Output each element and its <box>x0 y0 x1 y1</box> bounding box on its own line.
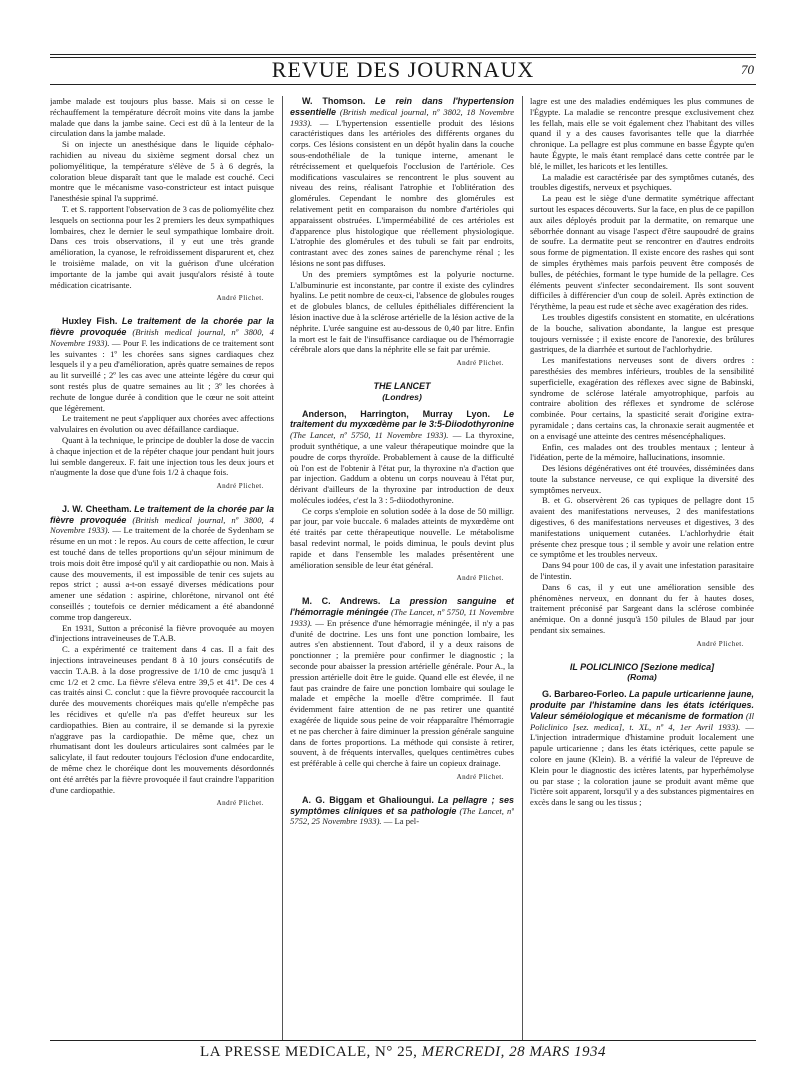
column-3 <box>530 96 754 1041</box>
journal-name: IL POLICLINICO [Sezione medica] <box>569 661 715 672</box>
journal-name: THE LANCET <box>373 380 431 391</box>
signature: André Plichet. <box>696 639 744 648</box>
signature: André Plichet. <box>216 482 264 491</box>
article-columns <box>50 96 756 1041</box>
signature: André Plichet. <box>456 359 504 368</box>
column-2 <box>290 96 514 1041</box>
footer-rule <box>50 1040 756 1041</box>
article-heading <box>50 316 274 413</box>
paragraph: Dans 94 pour 100 de cas, il y avait une infestation parasitaire de l'intestin. <box>530 560 754 582</box>
article-title: Le rein dans l'hypertension essentielle <box>290 96 514 117</box>
paragraph: Enfin, ces malades ont des troubles mentaux ; lenteur à l'idéation, perte de la mémoire, hallucinations, insomnie. <box>530 441 754 463</box>
article-heading <box>290 596 514 769</box>
header-bottom-rule <box>50 84 756 85</box>
paragraph: Des lésions dégénératives ont été trouvées, disséminées dans toute la substance nerveuse, ce qui explique la diversité des symptômes nerveux. <box>530 463 754 495</box>
article-author: M. C. Andrews. <box>302 596 381 607</box>
footer-date: MERCREDI, 28 MARS 1934 <box>421 1044 606 1060</box>
article-author: J. W. Cheetham. <box>62 503 132 514</box>
paragraph: Le traitement ne peut s'appliquer aux chorées avec affections valvulaires en évolution ou avec défaillance cardiaque. <box>50 413 274 435</box>
journal-city: (Roma) <box>627 672 657 683</box>
article-text: — Le traitement de la chorée de Sydenham se résume en un mot : le repos. Au cours de cette affection, le cœur est touché dans de telles proportions qu'un séjour minimum de trois mois doit être imposé qu'il y ait cardiopathie ou non. Mais à cause des mouvements, il est impossible de tenir ces sujets au repos strict ; aussi a-t-on essayé diverses médications pour amener une sédation : aspirine, chlorétone, nirvanol ont été conseillés ; toutefois ce dernier médicament a été abandonné comme trop dangereux. <box>50 525 274 622</box>
article-text: — Pour F. les indications de ce traitement sont les suivantes : 1º les chorées sans signes cardiaques chez lesquels il y a peu d'amélioration, après quatre semaines de repos au lit surveillé ; 2º les cas avec une atteinte légère du cœur qui sont restés plus de quatre semaines au lit ; 3º les chorées à rechute de longue durée à condition que le cœur ne soit atteint que légèrement. <box>50 337 274 413</box>
article-title: Le traitement de la chorée par la fièvre provoquée <box>50 316 274 337</box>
paragraph: Les manifestations nerveuses sont de divers ordres : paresthésies des membres inférieurs, troubles de la sensibilité superficielle, exagération des réflexes avec signe de Babinski, syndrome de sclérose latérale amyotrophique, parfois au contraire abolition des réflexes et syndrome de sclérose combinée. Pour certains, la spasticité serait d'origine extra-pyramidale ; dans certains cas, la chronaxie serait augmentée et on a envisagé une atteinte des centres mésencéphaliques. <box>530 355 754 441</box>
paragraph: B. et G. observèrent 26 cas typiques de pellagre dont 15 avaient des manifestations nerveuses, 2 des manifestations digestives, 6 des manifestations nerveuses et digestives, 3 des manifestations uniquement cutanées. L'achlorhydrie était présente chez presque tous ; il semble y avoir une relation entre ce symptôme et les troubles nerveux. <box>530 495 754 560</box>
article-heading <box>530 689 754 808</box>
article-text: — La pel- <box>383 816 420 827</box>
paragraph: C. a expérimenté ce traitement dans 4 cas. Il a fait des injections intraveineuses pendant 8 à 10 jours consécutifs de vaccin T.A.B. à la dose progressive de 1/10 de cmc jusqu'à 1 cmc 1/2 et 2 cmc. La fièvre s'éleva entre 39,5 et 41º. De ces 4 cas traités ainsi C. conclut : que la fièvre provoquée raccourcit la durée des mouvements choréiques mais qu'elle n'empêche pas les récidives et qu'elle n'a pas d'effet heureux sur les cardiopathies. Bien au contraire, il se demande si la pyrexie n'aggrave pas la cardiopathie. De même que, chez un rhumatisant dont les douleurs articulaires sont calmées par le salicylate, il faut redouter toujours l'éclosion d'une endocardite, de même chez le choréique dont les mouvements désordonnés ont été arrêtés par la fièvre provoquée il faut craindre l'apparition d'une cardiopathie. <box>50 644 274 795</box>
page-number: 70 <box>741 62 754 77</box>
article-heading <box>290 409 514 506</box>
article-title: La pellagre ; ses symptômes cliniques et sa pathologie <box>290 794 514 816</box>
signature: André Plichet. <box>456 574 504 583</box>
article-title: Le traitement de la chorée par la fièvre provoquée <box>50 503 274 525</box>
article-title: Le traitement du myxœdème par le 3:5-Diiodothyronine <box>290 408 514 430</box>
article-author: A. G. Biggam et Ghalioungui. <box>302 794 434 805</box>
paragraph: Les troubles digestifs consistent en stomatite, en ulcérations de la bouche, salivation abondante, la langue est presque toujours vernissée ; il existe encore de l'anorexie, des brûlures gastriques, de la diarrhée et surtout de l'achlorhydrie. <box>530 311 754 355</box>
article-source: (The Lancet, nº 5752, 25 Novembre 1933). <box>290 805 514 827</box>
article-heading <box>50 504 274 623</box>
article-text: — En présence d'une hémorragie méningée, il n'y a pas d'unité de doctrine. Les uns font une ponction lombaire, les autres s'en abstiennent. Tout d'abord, il y a deux raisons de ponctionner ; la première pour confirmer le diagnostic ; la seconde pour abaisser la pression artérielle générale. Pour A., la pression artérielle doit être le guide. Quand elle est élevée, il ne faut pas craindre de faire une ponction lombaire qui soulage le malade et empêche la moelle d'être comprimée. Il faut évidemment faire attention de ne pas retirer une quantité exagérée de liquide sous peine de voir réapparaître l'hémorragie et ne pas chercher à faire diminuer la pression générale sanguine dans de fortes proportions. La méthode qui consiste à retirer, souvent, à de fréquents intervalles, quelques centimètres cubes est préférable à celle qui cherche à faire un copieux drainage. <box>290 617 514 769</box>
paragraph: La maladie est caractérisée par des symptômes cutanés, des troubles digestifs, nerveux et psychiques. <box>530 171 754 193</box>
article-source: (British medical journal, nº 3800, 4 Novembre 1933). <box>50 514 274 536</box>
article-source: (British medical journal, nº 3802, 18 Novembre 1933). <box>290 106 514 128</box>
article-author: G. Barbareo-Forleo. <box>542 689 627 700</box>
footer-journal: LA PRESSE MEDICALE, N° 25, <box>200 1044 418 1060</box>
paragraph: Ce corps s'emploie en solution sodée à la dose de 50 milligr. par jour, par voie buccale. 6 malades atteints de myxœdème ont été traités par cette thérapeutique nouvelle. Le métabolisme basal redevint normal, le poids diminua, le pouls devint plus rapide et dans l'ensemble les malades présentèrent une amélioration sensible de leur état général. <box>290 505 514 570</box>
paragraph: lagre est une des maladies endémiques les plus communes de l'Égypte. La maladie se rencontre presque exclusivement chez les fellah, mais elle se voit également chez l'habitant des villes quand il y a des causes favorisantes telle que la diarrhée chronique. La pellagre est plus commune en basse Égypte qu'en haute Égypte, le maïs étant remplacé dans cette contrée par le blé, le millet, les haricots et les lentilles. <box>530 96 754 171</box>
page-title: REVUE DES JOURNAUX <box>271 57 535 82</box>
journal-city: (Londres) <box>382 391 422 402</box>
article-source: (The Lancet, nº 5750, 11 Novembre 1933). <box>290 430 449 441</box>
paragraph: Un des premiers symptômes est la polyurie nocturne. L'albuminurie est inconstante, par contre il existe des cylindres hyalins. Le petit nombre de ceux-ci, l'absence de globules rouges et de globules blancs, de cellules épithéliales différencient la lésion inactive due à la sclérose artérielle de la lésion active de la néphrite. L'urée sanguine est au-dessous de 0,40 par litre. Enfin la mort est le fait de l'insuffisance cardiaque ou de l'hémorragie cérébrale alors que dans la néphrite elle se fait par urémie. <box>290 268 514 355</box>
article-heading <box>290 795 514 827</box>
article-text: — L'injection intradermique d'histamine produit localement une papule urticarienne ; dans les états ictériques, cette papule se colore en jaune (Klein). B. a vérifié la valeur de l'épreuve de Klein pour le diagnostic des ictères latents, par hyperhémolyse ou par stase ; la coloration jaune se produit avant même que l'ictère soit apparent, lorsqu'il y a des substances pigmentaires en excès dans le sang ou les tissus ; <box>530 721 754 808</box>
article-author: Huxley Fish. <box>62 316 118 327</box>
article-author: W. Thomson. <box>302 96 366 106</box>
paragraph: La peau est le siège d'une dermatite symétrique affectant surtout les espaces découverts. Sur la face, en plus de ce papillon aux ailes déployés produit par la dermatite, on remarque une séborrhée donnant au visage l'aspect d'être saupoudré de grains de soufre. La dermatite peut se rencontrer en d'autres endroits sous forme de pigmentation. Il existe encore des rashes qui sont de simples érythèmes mais parfois peuvent être composés de bulles, de pétéchies, formant le type humide de la pellagre. Ces éléments peuvent s'infecter secondairement. Ils sont souvent difficiles à différencier d'un coup de soleil. Après extinction de l'érythème, la peau est rude et sèche avec exagération des rides. <box>530 193 754 312</box>
article-source: (Il Policlinico [sez. medica], t. XL, nº 4, 1er Avril 1933). <box>530 710 754 732</box>
article-title: La papule urticarienne jaune, produite par l'histamine dans les états ictériques. Valeur séméiologique et mécanisme de formation <box>530 689 754 721</box>
signature: André Plichet. <box>216 294 264 303</box>
article-text: — La thyroxine, produit synthétique, a une valeur thérapeutique moindre que la poudre de corps thyroïde. Probablement à cause de la difficulté où l'on est de l'obtenir à l'état pur, la thyroxine n'a d'action que par injection. Gaddum a obtenu un corps nouveau à l'état pur, dérivant d'ailleurs de la thyroxine par introduction de deux molécules iodées, c'est la 3 : 5-diiodothyronine. <box>290 430 514 505</box>
column-1 <box>50 96 274 1041</box>
page-footer <box>50 1044 756 1066</box>
signature: André Plichet. <box>216 799 264 808</box>
article-source: (The Lancet, nº 5750, 11 Novembre 1933). <box>290 607 514 628</box>
paragraph: En 1931, Sutton a préconisé la fièvre provoquée au moyen d'injections intraveineuses de T.A.B. <box>50 622 274 644</box>
article-author: Anderson, Harrington, Murray Lyon. <box>302 408 491 419</box>
paragraph: jambe malade est toujours plus basse. Mais si on cesse le réchauffement la température décroît moins vite dans la jambe malade que dans la jambe saine. Ceci est dû à la lenteur de la circulation dans la jambe malade. <box>50 96 274 139</box>
page-header <box>50 57 756 82</box>
paragraph: T. et S. rapportent l'observation de 3 cas de poliomyélite chez lesquels on sectionna pour les 2 premiers les deux sympathiques lombaires, chez le dernier le seul sympathique lombaire droit. Dans ces trois observations, il y eut une très grande amélioration, la cyanose, le refroidissement disparurent et, chez le troisième malade, on vit la guérison d'une ulcération importante de la jambe qui avait jusqu'alors résisté à toute médication cicatrisante. <box>50 203 274 290</box>
article-title: La pression sanguine et l'hémorragie méningée <box>290 596 514 618</box>
paragraph: Si on injecte un anesthésique dans le liquide céphalo-rachidien au niveau du sixième segment dorsal chez un poliomyélitique, la température s'élève de 5 à 6 degrés, la coloration bleue disparaît tant que le malade est couché. Ceci montre que le mécanisme vaso-constricteur est intact puisque l'anesthésie spinal l'a supprimé. <box>50 139 274 204</box>
paragraph: Quant à la technique, le principe de doubler la dose de vaccin à chaque injection et de la répéter chaque jour pendant huit jours lui semble dangereux. F. fait une injection tous les deux jours et n'augmente la dose que d'une fois 1/2 à chaque fois. <box>50 434 274 478</box>
header-top-rule <box>50 54 756 55</box>
article-source: (British medical journal, nº 3800, 4 Novembre 1933). <box>50 326 274 348</box>
paragraph: Dans 6 cas, il y eut une amélioration sensible des phénomènes nerveux, en donnant du fer à hautes doses, traitement préconisé par Sargeant dans la sclérose combinée anémique. On a donné jusqu'à 150 pilules de Blaud par jour pendant six semaines. <box>530 581 754 636</box>
article-text: — L'hypertension essentielle produit des lésions caractéristiques dans les artérioles des différents organes du corps. Ces lésions consistent en un dépôt hyalin dans la couche sous-endothéliale de la tunique interne, amenant le rétrécissement et quelquefois l'occlusion de l'artériole. Ces modifications vasculaires se rencontrent le plus souvent au niveau des reins, réalisant l'atrophie et l'oblitération des glomérules. Cependant le nombre des glomérules est relativement petit en comparaison du nombre d'artérioles qui apparaissent obstruées. L'imperméabilité de ces artérioles est d'apparence plus histologique que réellement physiologique. L'atrophie des glomérules et des tubuli se fait par endroits, contrastant avec des zones saines de parenchyme rénal ; les lésions ne sont pas diffuses. <box>290 117 514 268</box>
article-heading <box>290 96 514 269</box>
signature: André Plichet. <box>456 773 504 782</box>
